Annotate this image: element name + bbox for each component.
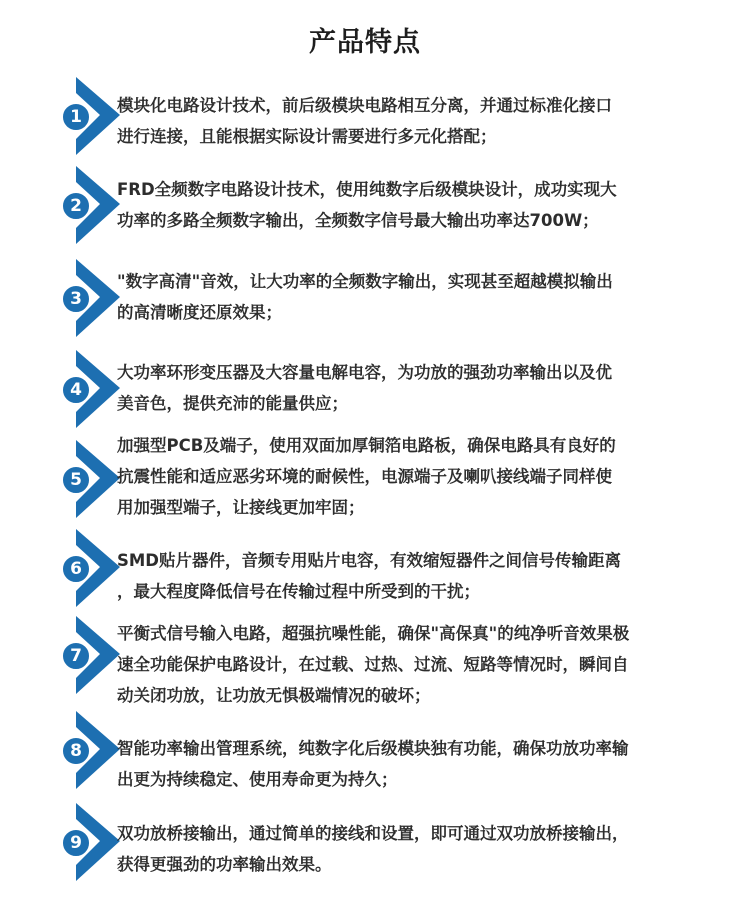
number-marker <box>58 440 120 520</box>
feature-text-line: 智能功率输出管理系统，纯数字化后级模块独有功能，确保功放功率输 <box>117 739 629 758</box>
number-marker <box>58 529 120 609</box>
feature-description <box>117 357 692 419</box>
feature-text-line: 获得更强劲的功率输出效果。 <box>117 855 332 874</box>
feature-number: 7 <box>70 646 82 666</box>
feature-text-line: FRD全频数字电路设计技术，使用纯数字后级模块设计，成功实现大 <box>117 180 617 199</box>
number-marker <box>58 711 120 791</box>
feature-description <box>117 545 692 607</box>
feature-number: 4 <box>70 380 82 400</box>
feature-description <box>117 733 692 795</box>
feature-text-line: 功率的多路全频数字输出，全频数字信号最大输出功率达700W； <box>117 211 599 230</box>
feature-text-line: 进行连接，且能根据实际设计需要进行多元化搭配； <box>117 127 497 146</box>
feature-text-line: 大功率环形变压器及大容量电解电容，为功放的强劲功率输出以及优 <box>117 363 612 382</box>
feature-number: 8 <box>70 741 82 761</box>
feature-text-line: ，最大程度降低信号在传输过程中所受到的干扰； <box>117 582 480 601</box>
feature-number: 9 <box>70 833 82 853</box>
feature-description <box>117 90 692 152</box>
feature-text-line: 美音色，提供充沛的能量供应； <box>117 394 348 413</box>
feature-text-line: 动关闭功放，让功放无惧极端情况的破坏； <box>117 686 431 705</box>
feature-description <box>117 618 692 711</box>
feature-text-line: 速全功能保护电路设计，在过载、过热、过流、短路等情况时，瞬间自 <box>117 655 629 674</box>
feature-number: 3 <box>70 289 82 309</box>
feature-text-line: 出更为持续稳定、使用寿命更为持久； <box>117 770 398 789</box>
feature-description <box>117 266 692 328</box>
feature-description <box>117 174 692 236</box>
feature-number: 1 <box>70 107 82 127</box>
number-marker <box>58 616 120 696</box>
feature-text-line: 加强型PCB及端子，使用双面加厚铜箔电路板，确保电路具有良好的 <box>117 436 616 455</box>
feature-text-line: 抗震性能和适应恶劣环境的耐候性，电源端子及喇叭接线端子同样使 <box>117 467 612 486</box>
feature-text-line: 的高清晰度还原效果； <box>117 303 282 322</box>
feature-text-line: SMD贴片器件，音频专用贴片电容，有效缩短器件之间信号传输距离 <box>117 551 621 570</box>
number-marker <box>58 166 120 246</box>
number-marker <box>58 259 120 339</box>
feature-description <box>117 430 692 523</box>
number-marker <box>58 77 120 157</box>
page-title: 产品特点 <box>309 27 421 58</box>
number-marker <box>58 803 120 883</box>
feature-text-line: 用加强型端子，让接线更加牢固； <box>117 498 365 517</box>
feature-number: 6 <box>70 559 82 579</box>
feature-description <box>117 818 692 880</box>
feature-text-line: 平衡式信号输入电路，超强抗噪性能，确保"高保真"的纯净听音效果极 <box>117 624 630 643</box>
feature-text-line: 模块化电路设计技术，前后级模块电路相互分离，并通过标准化接口 <box>117 96 612 115</box>
number-marker <box>58 350 120 430</box>
feature-number: 2 <box>70 196 82 216</box>
feature-text-line: "数字高清"音效，让大功率的全频数字输出，实现甚至超越模拟输出 <box>117 272 613 291</box>
feature-number: 5 <box>70 470 82 490</box>
feature-text-line: 双功放桥接输出，通过简单的接线和设置，即可通过双功放桥接输出， <box>117 824 629 843</box>
